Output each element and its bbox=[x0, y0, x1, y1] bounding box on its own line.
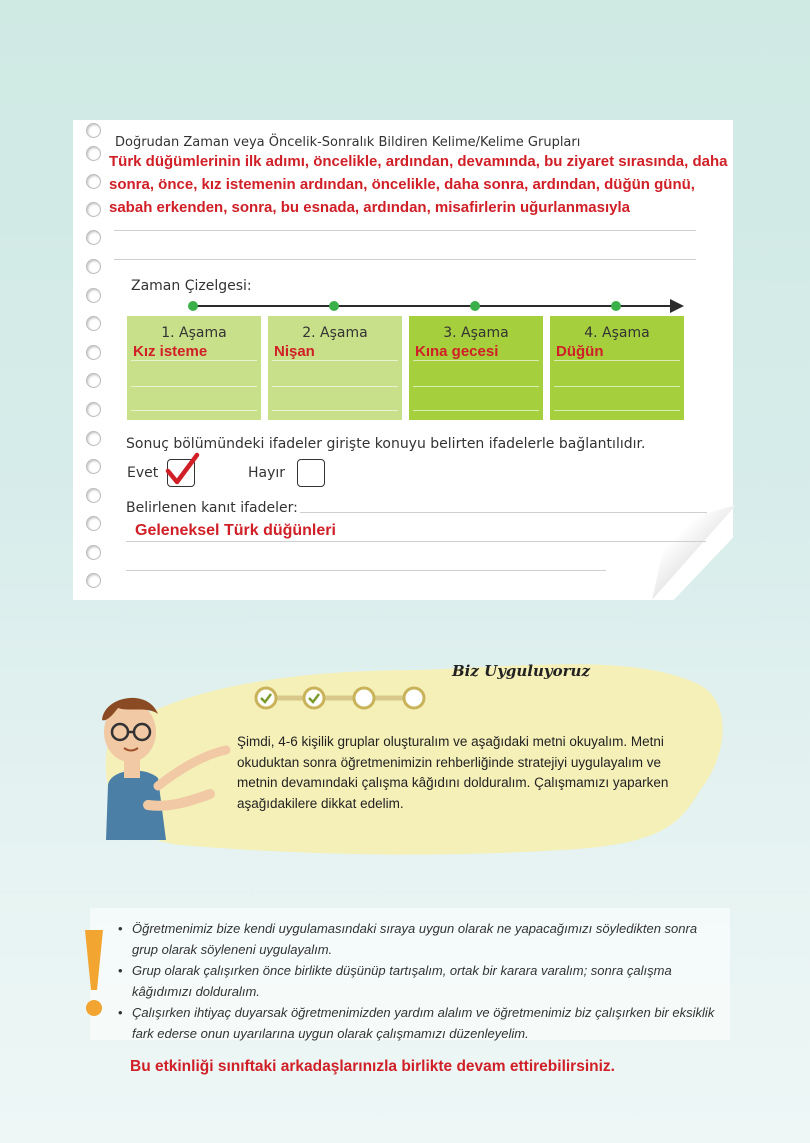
stage-line bbox=[131, 360, 257, 361]
evidence-label: Belirlenen kanıt ifadeler: bbox=[126, 500, 298, 516]
stage-line bbox=[413, 386, 539, 387]
binder-hole bbox=[86, 123, 101, 138]
binder-hole bbox=[86, 202, 101, 217]
writing-line bbox=[126, 570, 606, 571]
writing-line bbox=[126, 541, 706, 542]
stage-line bbox=[131, 410, 257, 411]
binder-hole bbox=[86, 459, 101, 474]
rule-item: • Öğretmenimiz bize kendi uygulamasındaki sıraya uygun olarak ne yapacağımızı söyledikten sonra grup olarak söyleneni uygulayalım. bbox=[118, 918, 720, 960]
binder-hole bbox=[86, 259, 101, 274]
checkmark-icon bbox=[164, 451, 202, 489]
writing-line bbox=[300, 512, 707, 513]
no-label: Hayır bbox=[248, 465, 286, 481]
binder-hole bbox=[86, 516, 101, 531]
evidence-answer: Geleneksel Türk düğünleri bbox=[135, 522, 336, 539]
timeline-label: Zaman Çizelgesi: bbox=[131, 278, 252, 294]
footer-note: Bu etkinliği sınıftaki arkadaşlarınızla birlikte devam ettirebilirsiniz. bbox=[130, 1058, 615, 1075]
stage-answer: Düğün bbox=[556, 343, 604, 360]
stage-line bbox=[272, 410, 398, 411]
activity-title: Biz Uyguluyoruz bbox=[452, 662, 590, 680]
binder-hole bbox=[86, 373, 101, 388]
stage-answer: Kına gecesi bbox=[415, 343, 499, 360]
binder-hole bbox=[86, 288, 101, 303]
writing-line bbox=[114, 230, 696, 231]
binder-hole bbox=[86, 573, 101, 588]
worksheet-heading: Doğrudan Zaman veya Öncelik-Sonralık Bildiren Kelime/Kelime Grupları bbox=[115, 135, 581, 150]
binder-hole bbox=[86, 174, 101, 189]
rules-list bbox=[118, 918, 720, 1044]
stage-line bbox=[413, 410, 539, 411]
stage-line bbox=[554, 386, 680, 387]
stage-box-4 bbox=[550, 316, 684, 420]
stage-box-1 bbox=[127, 316, 261, 420]
binder-hole bbox=[86, 431, 101, 446]
stage-line bbox=[272, 386, 398, 387]
progress-steps bbox=[252, 684, 430, 712]
conclusion-question: Sonuç bölümündeki ifadeler girişte konuyu belirten ifadelerle bağlantılıdır. bbox=[126, 436, 646, 452]
yes-label: Evet bbox=[127, 465, 159, 481]
stage-line bbox=[272, 360, 398, 361]
timeline-dot bbox=[611, 301, 621, 311]
intro-answer-text: Türk düğümlerinin ilk adımı, öncelikle, ardından, devamında, bu ziyaret sırasında, daha sonra, önce, kız istemenin ardından, öncelikle, daha sonra, ardından, düğün günü, sabah erkenden, sonra, bu esnada, ardından, misafirlerin uğurlanmasıyla bbox=[109, 153, 728, 216]
binder-hole bbox=[86, 402, 101, 417]
binder-hole bbox=[86, 230, 101, 245]
rule-item: • Çalışırken ihtiyaç duyarsak öğretmenimizden yardım alalım ve öğretmenimiz biz çalışırken bir eksiklik fark ederse onun uyarılarına uygun olarak çalışmamızı düzenleyelim. bbox=[118, 1002, 720, 1044]
student-illustration bbox=[88, 690, 238, 850]
binder-hole bbox=[86, 545, 101, 560]
stage-title: 1. Aşama bbox=[161, 325, 227, 341]
stage-title: 3. Aşama bbox=[443, 325, 509, 341]
activity-paragraph: Şimdi, 4-6 kişilik gruplar oluşturalım ve aşağıdaki metni okuyalım. Metni okuduktan sonra öğretmenimizin rehberliğinde stratejiyi uygulayalım ve metnin devamındaki çalışma kâğıdını dolduralım. Çalışmamızı yaparken aşağıdakilere dikkat edelim. bbox=[237, 734, 669, 811]
stage-box-3 bbox=[409, 316, 543, 420]
stage-line bbox=[413, 360, 539, 361]
stage-box-2 bbox=[268, 316, 402, 420]
writing-line bbox=[114, 259, 696, 260]
timeline-dot bbox=[188, 301, 198, 311]
stage-title: 2. Aşama bbox=[302, 325, 368, 341]
rule-item: • Grup olarak çalışırken önce birlikte düşünüp tartışalım, ortak bir karara varalım; sonra çalışma kâğıdımızı dolduralım. bbox=[118, 960, 720, 1002]
timeline-arrow-line bbox=[190, 305, 675, 307]
binder-hole bbox=[86, 146, 101, 161]
stage-answer: Kız isteme bbox=[133, 343, 208, 360]
timeline-dot bbox=[470, 301, 480, 311]
stage-line bbox=[554, 410, 680, 411]
no-checkbox[interactable] bbox=[297, 459, 325, 487]
binder-hole bbox=[86, 345, 101, 360]
binder-hole bbox=[86, 316, 101, 331]
stage-line bbox=[554, 360, 680, 361]
timeline-arrow-head bbox=[670, 299, 684, 313]
stage-answer: Nişan bbox=[274, 343, 315, 360]
exclamation-icon bbox=[80, 928, 108, 1020]
stage-line bbox=[131, 386, 257, 387]
binder-hole bbox=[86, 488, 101, 503]
timeline-dot bbox=[329, 301, 339, 311]
stage-title: 4. Aşama bbox=[584, 325, 650, 341]
